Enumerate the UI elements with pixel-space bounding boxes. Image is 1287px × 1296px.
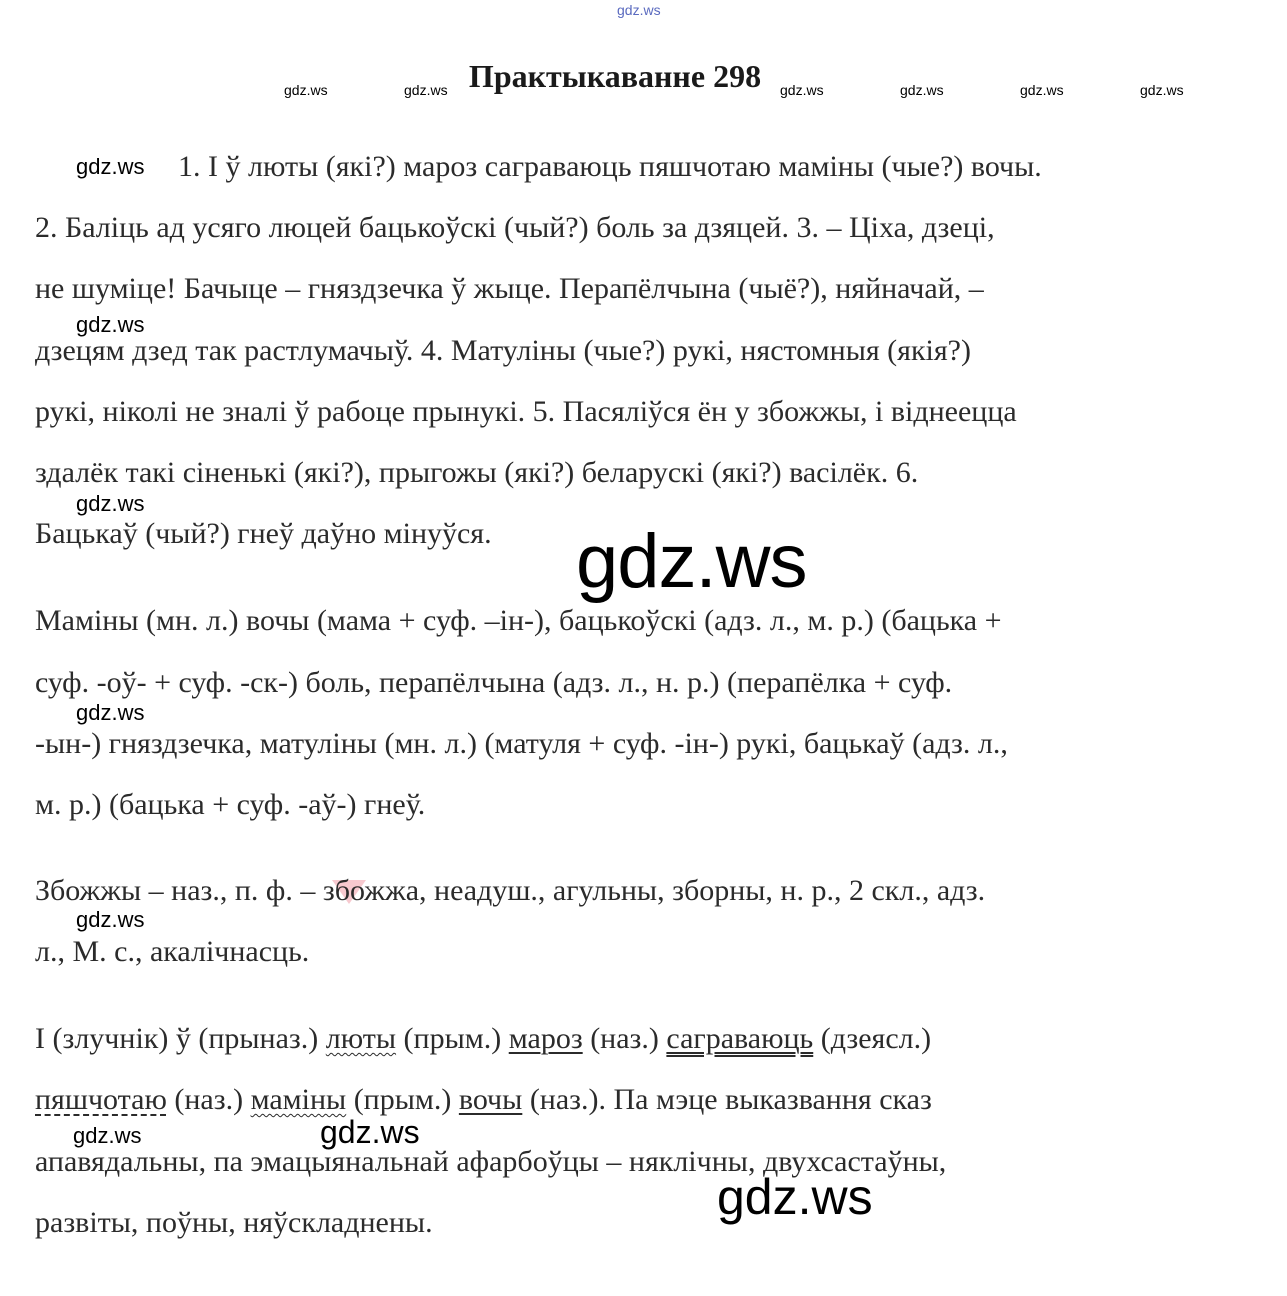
watermark: gdz.ws (1140, 82, 1184, 98)
watermark: gdz.ws (1020, 82, 1064, 98)
text-line: 1. І ў люты (які?) мароз саграваюць пяшчотаю маміны (чые?) вочы. (178, 150, 1042, 183)
watermark: gdz.ws (76, 907, 145, 932)
watermark: gdz.ws (404, 82, 448, 98)
text-line: -ын-) гняздзечка, матуліны (мн. л.) (матуля + суф. -ін-) рукі, бацькаў (адз. л., (35, 727, 1008, 760)
pos-label: (прым.) (346, 1083, 459, 1116)
pos-label: (прым.) (396, 1022, 509, 1055)
text-line: дзецям дзед так растлумачыў. 4. Матуліны (чые?) рукі, нястомныя (якія?) (35, 334, 971, 367)
word-adjective: маміны (250, 1083, 347, 1116)
pos-label: (дзеясл.) (813, 1022, 932, 1055)
text-line: Маміны (мн. л.) вочы (мама + суф. –ін-), бацькоўскі (адз. л., м. р.) (бацька + (35, 604, 1002, 637)
pos-label: (наз.) (166, 1083, 251, 1116)
word-adjective: люты (325, 1022, 397, 1055)
watermark: gdz.ws (76, 154, 145, 179)
word-noun: мароз (508, 1022, 583, 1055)
word-noun: пяшчотаю (35, 1083, 167, 1116)
watermark: gdz.ws (780, 82, 824, 98)
pos-label: (злучнік) (45, 1022, 176, 1055)
parse-line (35, 1022, 931, 1056)
watermark-large: gdz.ws (717, 1169, 873, 1225)
text-line: 2. Баліць ад усяго люцей бацькоўскі (чый?) боль за дзяцей. 3. – Ціха, дзеці, (35, 211, 995, 244)
text-line: Бацькаў (чый?) гнеў даўно мінуўся. (35, 517, 492, 550)
text-line: не шуміце! Бачыце – гняздзечка ў жыце. Перапёлчына (чыё?), няйначай, – (35, 272, 984, 305)
watermark: gdz.ws (284, 82, 328, 98)
watermark: gdz.ws (76, 700, 145, 725)
word-verb: саграваюць (666, 1022, 814, 1055)
watermark: gdz.ws (617, 2, 661, 18)
watermark: gdz.ws (76, 312, 145, 337)
parse-line (35, 1083, 932, 1117)
word-preposition: ў (175, 1022, 191, 1055)
text-line: апавядальны, па эмацыянальнай афарбоўцы – няклічны, двухсастаўны, (35, 1145, 947, 1178)
text-line: развіты, поўны, няўскладнены. (35, 1206, 433, 1239)
pos-label: (наз.). Па мэце выказвання сказ (522, 1083, 932, 1116)
text-line: л., М. с., акалічнасць. (35, 935, 310, 968)
watermark: gdz.ws (76, 491, 145, 516)
watermark: gdz.ws (900, 82, 944, 98)
watermark: gdz.ws (320, 1114, 420, 1150)
pos-label: (прыназ.) (190, 1022, 326, 1055)
word-noun: вочы (458, 1083, 523, 1116)
text-line: рукі, ніколі не зналі ў рабоце прынукі. 5. Пасяліўся ён у збожжы, і віднеецца (35, 395, 1017, 428)
watermark-large: gdz.ws (576, 519, 807, 604)
text-line: м. р.) (бацька + суф. -аў-) гнеў. (35, 788, 426, 821)
word-conjunction: І (35, 1022, 45, 1055)
text-line: суф. -оў- + суф. -ск-) боль, перапёлчына (адз. л., н. р.) (перапёлка + суф. (35, 666, 953, 699)
text-line: здалёк такі сіненькі (які?), прыгожы (які?) беларускі (які?) васілёк. 6. (35, 456, 919, 489)
text-line: Збожжы – наз., п. ф. – збожжа, неадуш., агульны, зборны, н. р., 2 скл., адз. (35, 874, 986, 907)
pos-label: (наз.) (582, 1022, 667, 1055)
page-title: Практыкаванне 298 (468, 58, 762, 94)
watermark: gdz.ws (73, 1123, 142, 1148)
